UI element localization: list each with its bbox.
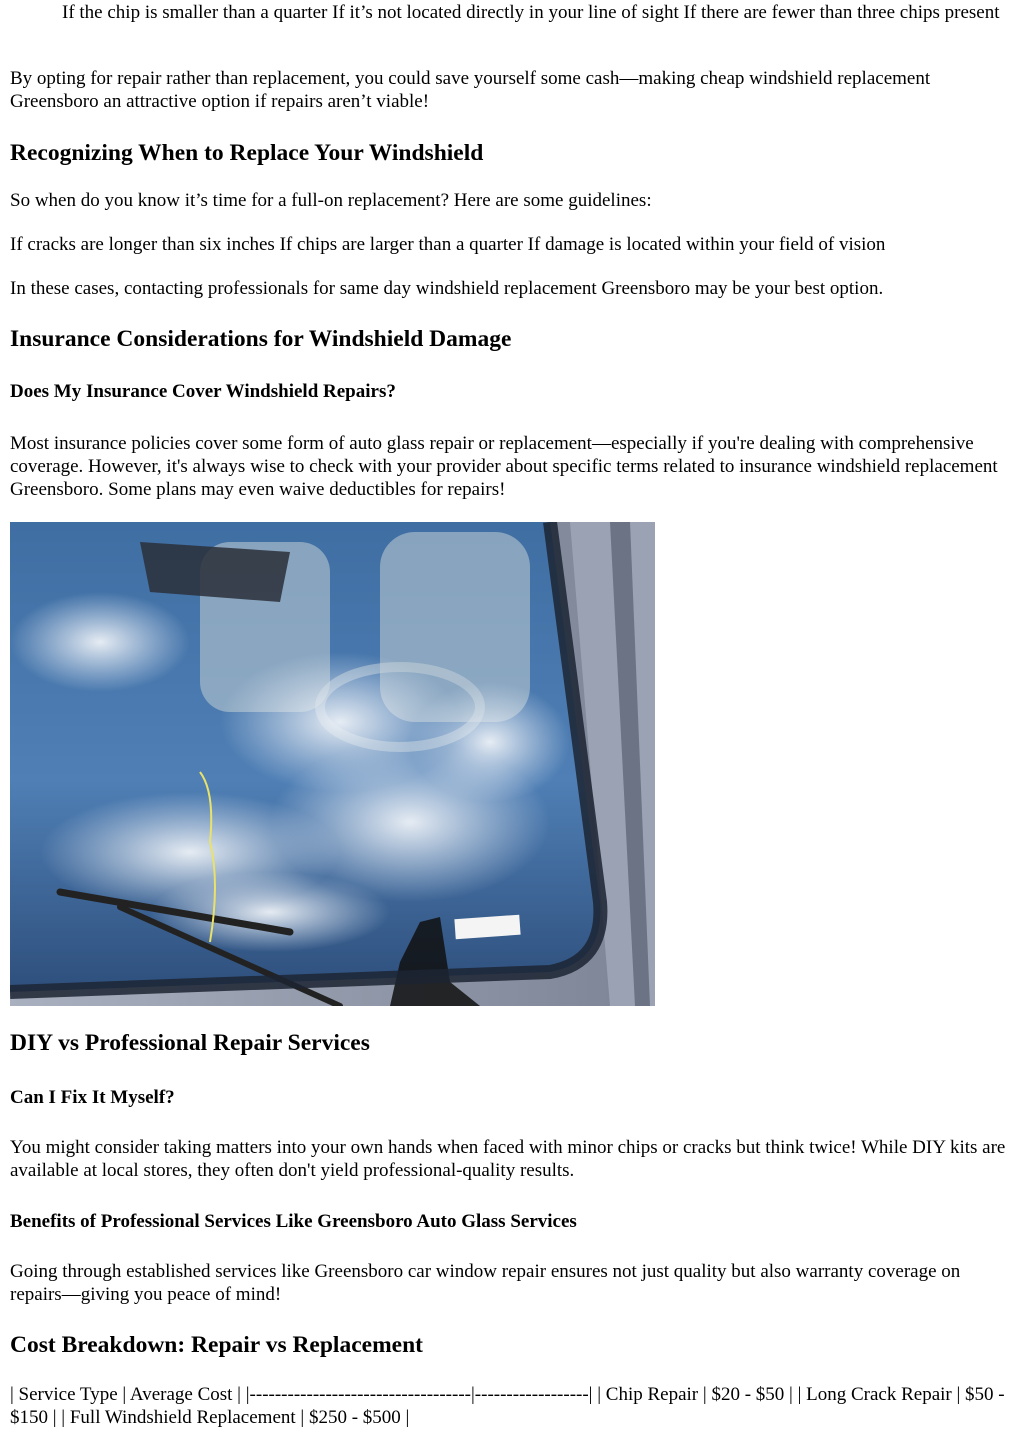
repair-savings-paragraph: By opting for repair rather than replacement, you could save yourself some cash—making cheap windshield replacement Greensboro an attractive option if repairs aren’t viable! (10, 68, 931, 112)
cost-table-paragraph: | Service Type | Average Cost | |-----------------------------------|------------------| | Chip Repair | $20 - $50 | | Long Crack Repair | $50 - $150 | | Full Windshield Replacement | $250 - $500 | (10, 1384, 1005, 1428)
heading-diy-question: Can I Fix It Myself? (10, 1087, 175, 1108)
heading-cost: Cost Breakdown: Repair vs Replacement (10, 1332, 423, 1358)
guidelines-intro-paragraph: So when do you know it’s time for a full-on replacement? Here are some guidelines: (10, 190, 652, 211)
heading-recognizing: Recognizing When to Replace Your Windshield (10, 140, 484, 166)
heading-insurance-question: Does My Insurance Cover Windshield Repairs? (10, 381, 396, 402)
heading-benefits: Benefits of Professional Services Like Greensboro Auto Glass Services (10, 1211, 577, 1232)
windshield-illustration (10, 522, 655, 1006)
heading-diy: DIY vs Professional Repair Services (10, 1030, 370, 1056)
diy-paragraph: You might consider taking matters into your own hands when faced with minor chips or cracks but think twice! While DIY kits are available at local stores, they often don't yield professional-quality results. (10, 1137, 1006, 1181)
contact-paragraph: In these cases, contacting professionals for same day windshield replacement Greensboro may be your best option. (10, 278, 884, 299)
list-continuation: If the chip is smaller than a quarter If it’s not located directly in your line of sight If there are fewer than three chips present (62, 2, 1000, 23)
heading-insurance: Insurance Considerations for Windshield Damage (10, 326, 512, 352)
insurance-paragraph: Most insurance policies cover some form of auto glass repair or replacement—especially if you're dealing with comprehensive coverage. However, it's always wise to check with your provider about specific terms related to insurance windshield replacement Greensboro. Some plans may even waive deductibles for repairs! (10, 433, 998, 500)
benefits-paragraph: Going through established services like Greensboro car window repair ensures not just quality but also warranty coverage on repairs—giving you peace of mind! (10, 1261, 961, 1305)
windshield-photo (10, 522, 655, 1006)
guidelines-list-paragraph: If cracks are longer than six inches If chips are larger than a quarter If damage is located within your field of vision (10, 234, 886, 255)
